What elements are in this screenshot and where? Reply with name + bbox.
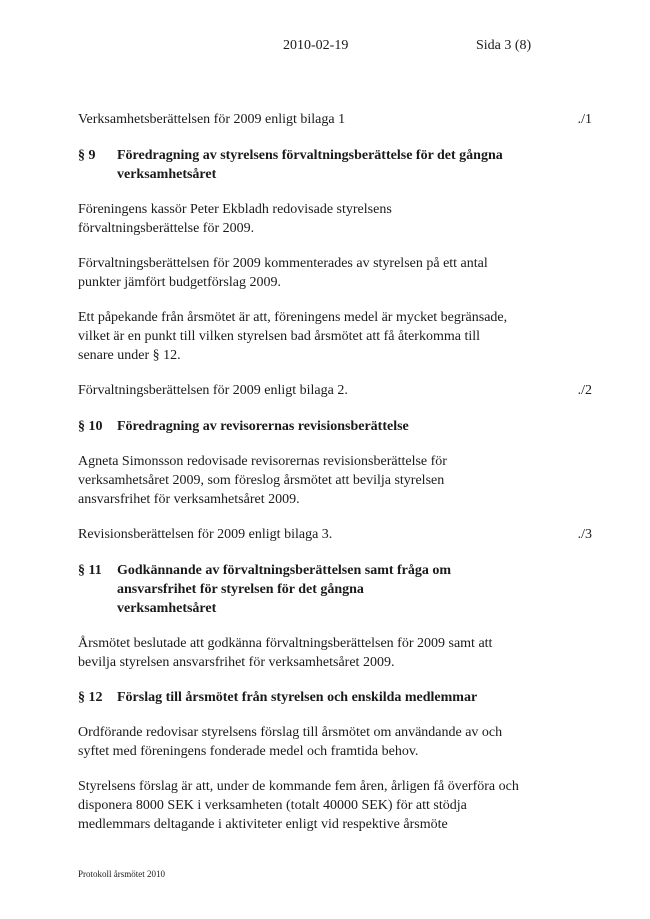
section-number-11: § 11 [78,563,102,578]
attachment-line-1 [78,110,592,129]
paragraph-1: Föreningens kassör Peter Ekbladh redovisade styrelsens förvaltningsberättelse för 2009. [78,202,392,236]
paragraph-4: Agneta Simonsson redovisade revisorernas revisionsberättelse för verksamhetsåret 2009, som föreslog årsmötet att bevilja styrelsen ansvarsfrihet för verksamhetsåret 2009. [78,454,447,507]
attachment-text-3: Revisionsberättelsen för 2009 enligt bilaga 3. [78,527,333,542]
section-heading-9 [78,146,578,184]
document-body [78,110,592,834]
attachment-line-3 [78,525,592,544]
paragraph-7: Styrelsens förslag är att, under de kommande fem åren, årligen få överföra och disponera 8000 SEK i verksamheten (totalt 40000 SEK) för att stödja medlemmars deltagande i aktiviteter enligt vid respektive årsmöte [78,779,519,832]
attachment-text-1: Verksamhetsberättelsen för 2009 enligt bilaga 1 [78,112,346,127]
section-number-9: § 9 [78,148,96,163]
attachment-ref-2: ./2 [577,383,592,398]
section-title-10: Föredragning av revisorernas revisionsberättelse [117,419,409,434]
section-title-11: Godkännande av förvaltningsberättelsen samt fråga om ansvarsfrihet för styrelsen för det gångna verksamhetsåret [117,563,452,616]
page-header [0,38,650,58]
paragraph-6: Ordförande redovisar styrelsens förslag till årsmötet om användande av och syftet med föreningens fonderade medel och framtida behov. [78,725,503,759]
section-heading-11 [78,561,578,618]
section-number-10: § 10 [78,419,103,434]
attachment-ref-3: ./3 [577,527,592,542]
section-heading-12 [78,688,578,707]
section-number-12: § 12 [78,690,103,705]
attachment-line-2 [78,381,592,400]
attachment-text-2: Förvaltningsberättelsen för 2009 enligt bilaga 2. [78,383,348,398]
header-date: 2010-02-19 [283,38,349,53]
section-title-12: Förslag till årsmötet från styrelsen och enskilda medlemmar [117,690,478,705]
header-page-number: Sida 3 (8) [476,38,532,53]
paragraph-5: Årsmötet beslutade att godkänna förvaltningsberättelsen för 2009 samt att bevilja styrelsen ansvarsfrihet för verksamhetsåret 2009. [78,636,493,670]
attachment-ref-1: ./1 [577,112,592,127]
section-title-9: Föredragning av styrelsens förvaltningsberättelse för det gångna verksamhetsåret [117,148,503,182]
paragraph-3: Ett påpekande från årsmötet är att, föreningens medel är mycket begränsade, vilket är en punkt till vilken styrelsen bad årsmötet att få återkomma till senare under § 12. [78,310,508,363]
page-footer: Protokoll årsmötet 2010 [78,869,165,879]
paragraph-2: Förvaltningsberättelsen för 2009 kommenterades av styrelsen på ett antal punkter jämfört budgetförslag 2009. [78,256,488,290]
section-heading-10 [78,417,578,436]
